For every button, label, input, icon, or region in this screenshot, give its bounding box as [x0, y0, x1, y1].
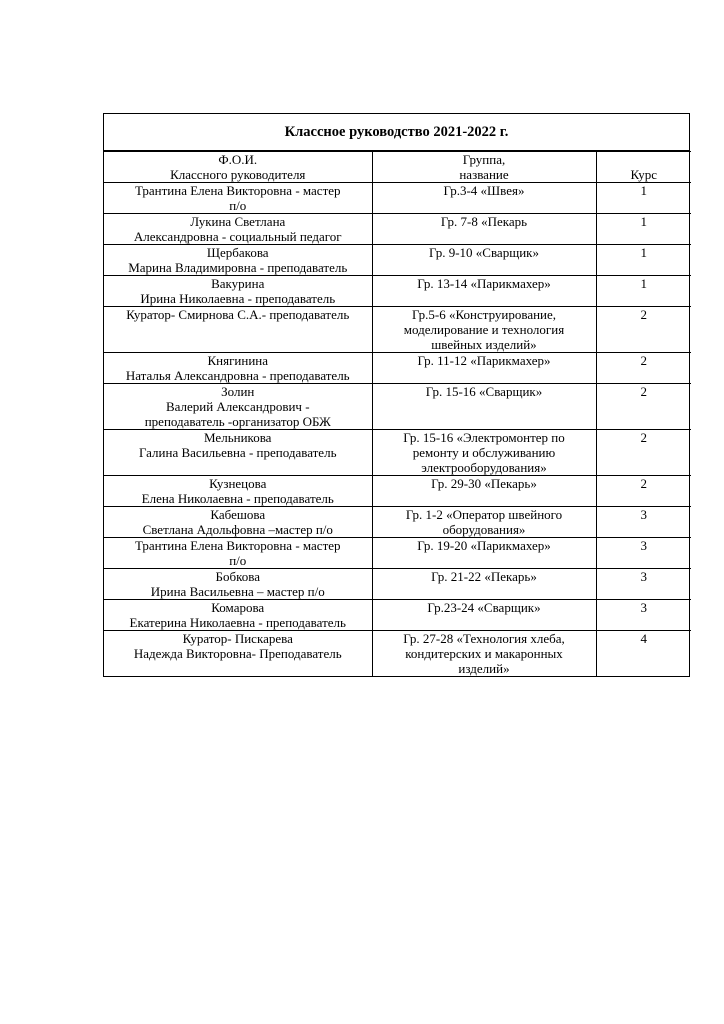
group-cell — [372, 214, 596, 245]
teacher-cell — [104, 600, 372, 631]
teacher-name-line: Ирина Васильевна – мастер п/о — [150, 584, 325, 599]
teacher-cell — [104, 183, 372, 214]
table-row — [104, 631, 691, 677]
group-name-line: Гр. 29-30 «Пекарь» — [431, 476, 537, 491]
teacher-name-line: Кузнецова — [209, 476, 267, 491]
group-name-line: швейных изделий» — [431, 337, 537, 352]
course-cell: 3 — [596, 569, 691, 600]
header-course — [596, 152, 691, 183]
group-cell — [372, 353, 596, 384]
group-cell — [372, 569, 596, 600]
group-name-line: Гр.23-24 «Сварщик» — [427, 600, 541, 615]
course-cell: 2 — [596, 384, 691, 430]
table-header-row — [104, 152, 691, 183]
table-row — [104, 476, 691, 507]
teacher-name-line: Лукина Светлана — [190, 214, 286, 229]
group-cell — [372, 476, 596, 507]
header-group-line1: Группа, — [462, 152, 506, 167]
course-cell: 1 — [596, 183, 691, 214]
group-name-line: ремонту и обслуживанию — [412, 445, 556, 460]
course-cell: 3 — [596, 600, 691, 631]
teacher-name-line: Трантина Елена Викторовна - мастер — [134, 183, 341, 198]
group-name-line: изделий» — [458, 661, 510, 676]
course-cell: 2 — [596, 307, 691, 353]
teacher-name-line: Щербакова — [206, 245, 269, 260]
teacher-cell — [104, 307, 372, 353]
teacher-cell — [104, 430, 372, 476]
group-name-line: Гр.5-6 «Конструирование, — [411, 307, 557, 322]
teacher-cell — [104, 476, 372, 507]
document-table-frame — [103, 113, 690, 677]
teacher-name-line: Наталья Александровна - преподаватель — [125, 368, 350, 383]
teacher-cell — [104, 276, 372, 307]
group-name-line: Гр. 15-16 «Электромонтер по — [403, 430, 565, 445]
header-name-line2: Классного руководителя — [170, 167, 306, 182]
group-name-line: Гр. 1-2 «Оператор швейного — [405, 507, 563, 522]
teacher-name-line: Светлана Адольфовна –мастер п/о — [142, 522, 333, 537]
homeroom-table — [104, 151, 691, 676]
group-cell — [372, 507, 596, 538]
group-cell — [372, 631, 596, 677]
teacher-name-line: Бобкова — [215, 569, 260, 584]
group-cell — [372, 538, 596, 569]
table-row — [104, 214, 691, 245]
header-name — [104, 152, 372, 183]
course-cell: 1 — [596, 214, 691, 245]
teacher-cell — [104, 353, 372, 384]
table-row — [104, 307, 691, 353]
teacher-name-line: Екатерина Николаевна - преподаватель — [129, 615, 346, 630]
teacher-cell — [104, 507, 372, 538]
teacher-name-line: Куратор- Пискарева — [182, 631, 293, 646]
teacher-name-line: Трантина Елена Викторовна - мастер — [134, 538, 341, 553]
group-cell — [372, 276, 596, 307]
teacher-name-line: Марина Владимировна - преподаватель — [128, 260, 348, 275]
course-cell: 3 — [596, 538, 691, 569]
header-group — [372, 152, 596, 183]
header-group-line2: название — [459, 167, 509, 182]
group-cell — [372, 183, 596, 214]
group-name-line: Гр. 15-16 «Сварщик» — [425, 384, 543, 399]
group-name-line: Гр. 21-22 «Пекарь» — [431, 569, 537, 584]
teacher-name-line: Елена Николаевна - преподаватель — [141, 491, 334, 506]
group-name-line: Гр. 13-14 «Парикмахер» — [417, 276, 551, 291]
group-name-line: моделирование и технология — [403, 322, 565, 337]
group-cell — [372, 307, 596, 353]
teacher-name-line: Галина Васильевна - преподаватель — [138, 445, 337, 460]
table-row — [104, 538, 691, 569]
group-name-line: Гр. 19-20 «Парикмахер» — [417, 538, 551, 553]
group-name-line: оборудования» — [442, 522, 526, 537]
teacher-name-line: Надежда Викторовна- Преподаватель — [133, 646, 342, 661]
teacher-cell — [104, 569, 372, 600]
course-cell: 2 — [596, 430, 691, 476]
group-name-line: Гр.3-4 «Швея» — [443, 183, 525, 198]
table-row — [104, 245, 691, 276]
course-cell: 2 — [596, 353, 691, 384]
course-cell: 1 — [596, 276, 691, 307]
teacher-name-line: Ирина Николаевна - преподаватель — [140, 291, 336, 306]
group-cell — [372, 245, 596, 276]
course-cell: 2 — [596, 476, 691, 507]
teacher-name-line: преподаватель -организатор ОБЖ — [144, 414, 331, 429]
table-row — [104, 384, 691, 430]
teacher-cell — [104, 538, 372, 569]
course-cell: 4 — [596, 631, 691, 677]
course-cell: 3 — [596, 507, 691, 538]
teacher-name-line: Вакурина — [211, 276, 265, 291]
course-cell: 1 — [596, 245, 691, 276]
group-name-line: Гр. 9-10 «Сварщик» — [429, 245, 539, 260]
teacher-name-line: Куратор- Смирнова С.А.- преподаватель — [126, 307, 350, 322]
teacher-name-line: Александровна - социальный педагог — [133, 229, 342, 244]
teacher-cell — [104, 384, 372, 430]
teacher-name-line: Комарова — [211, 600, 265, 615]
group-name-line: Гр. 27-28 «Технология хлеба, — [403, 631, 565, 646]
table-row — [104, 569, 691, 600]
document-title: Классное руководство 2021-2022 г. — [104, 114, 689, 151]
teacher-name-line: п/о — [229, 553, 247, 568]
teacher-name-line: Мельникова — [204, 430, 272, 445]
group-cell — [372, 430, 596, 476]
table-row — [104, 507, 691, 538]
group-name-line: Гр. 7-8 «Пекарь — [440, 214, 528, 229]
group-name-line: кондитерских и макаронных — [405, 646, 563, 661]
table-row — [104, 276, 691, 307]
teacher-name-line: п/о — [229, 198, 247, 213]
teacher-name-line: Кабешова — [210, 507, 266, 522]
teacher-name-line: Золин — [221, 384, 255, 399]
header-course-label: Курс — [630, 167, 657, 182]
table-row — [104, 183, 691, 214]
group-cell — [372, 600, 596, 631]
table-row — [104, 430, 691, 476]
header-name-line1: Ф.О.И. — [218, 152, 258, 167]
teacher-cell — [104, 214, 372, 245]
group-name-line: электрооборудования» — [421, 460, 547, 475]
teacher-cell — [104, 245, 372, 276]
teacher-name-line: Валерий Александрович - — [165, 399, 310, 414]
teacher-cell — [104, 631, 372, 677]
teacher-name-line: Княгинина — [207, 353, 269, 368]
group-cell — [372, 384, 596, 430]
group-name-line: Гр. 11-12 «Парикмахер» — [417, 353, 551, 368]
table-row — [104, 353, 691, 384]
table-row — [104, 600, 691, 631]
